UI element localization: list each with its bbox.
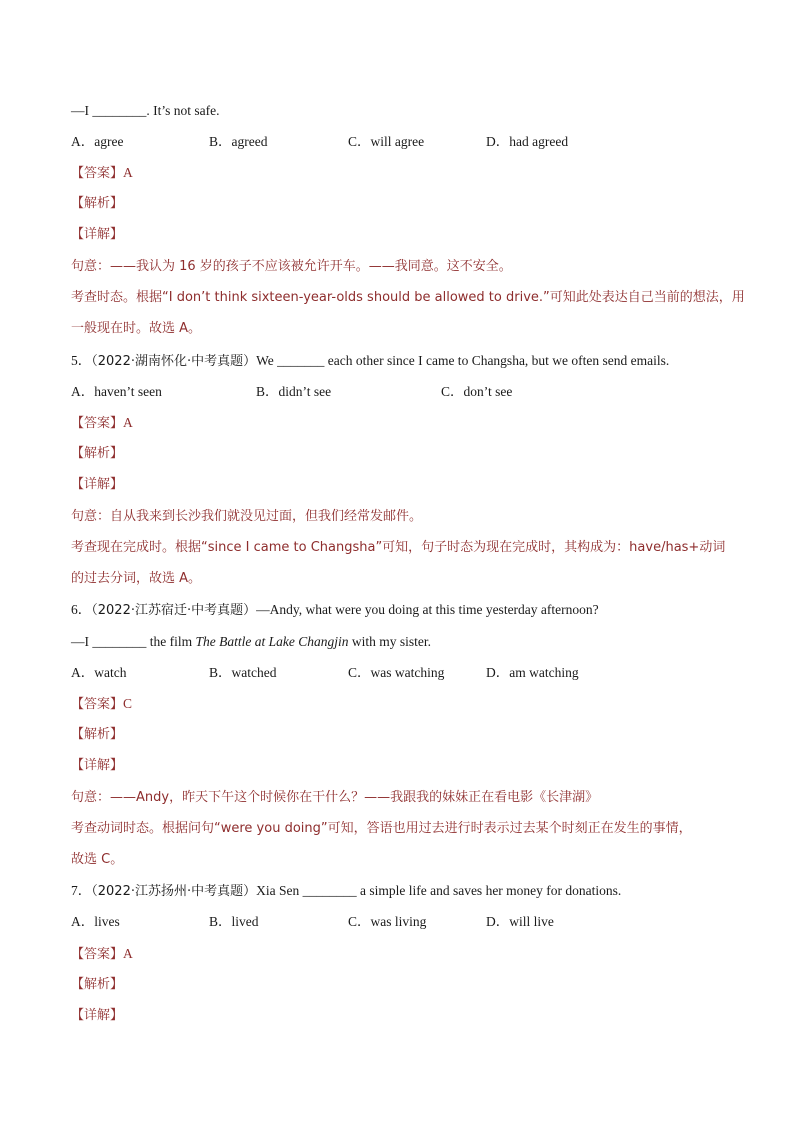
q6-text: —Andy, what were you doing at this time yesterday afternoon? — [256, 602, 599, 617]
answer-letter: A — [123, 165, 133, 180]
q6-line2-pre: —I ________ the film — [71, 634, 196, 649]
q5-option-b: B．didn’t see — [256, 384, 332, 399]
q4-option-b: B．agreed — [209, 134, 268, 149]
q5-explanation-line1: 考查现在完成时。根据“since I came to Changsha”可知，句子时态为现在完成时，其构成为：have/has+动词 — [71, 540, 726, 555]
q6-analysis-tag: 【解析】 — [71, 727, 124, 742]
q4-option-a: A．agree — [71, 134, 124, 149]
q6-answer — [71, 695, 132, 714]
q6-line2-post: with my sister. — [348, 634, 432, 649]
q6-stem — [71, 601, 599, 620]
answer-letter: A — [123, 946, 133, 961]
q6-number: 6． — [71, 602, 92, 617]
q5-meaning: 句意：自从我来到长沙我们就没见过面，但我们经常发邮件。 — [71, 509, 423, 524]
q5-number: 5． — [71, 353, 92, 368]
q5-answer — [71, 414, 133, 433]
q6-stem-line2 — [71, 633, 431, 651]
q5-option-a: A．haven’t seen — [71, 384, 162, 399]
q6-source: （2022·江苏宿迁·中考真题） — [91, 603, 257, 618]
q6-option-d: D．am watching — [486, 665, 579, 680]
answer-tag: 【答案】 — [71, 166, 124, 181]
q6-option-a: A．watch — [71, 665, 127, 680]
q7-option-a: A．lives — [71, 914, 120, 929]
q5-text: We _______ each other since I came to Changsha, but we often send emails. — [256, 353, 670, 368]
q7-text: Xia Sen ________ a simple life and saves her money for donations. — [256, 883, 622, 898]
q4-answer — [71, 164, 133, 183]
q6-meaning: 句意：——Andy，昨天下午这个时候你在干什么？——我跟我的妹妹正在看电影《长津湖》 — [71, 790, 599, 805]
answer-tag: 【答案】 — [71, 416, 124, 431]
q4-meaning: 句意：——我认为 16 岁的孩子不应该被允许开车。——我同意。这不安全。 — [71, 259, 512, 274]
q4-explanation-line2: 一般现在时。故选 A。 — [71, 321, 202, 336]
q4-explanation-line1: 考查时态。根据“I don’t think sixteen-year-olds should be allowed to drive.”可知此处表达自己当前的想法，用 — [71, 290, 745, 305]
q7-answer — [71, 945, 133, 964]
q5-option-c: C．don’t see — [441, 384, 513, 399]
q7-option-d: D．will live — [486, 914, 554, 929]
q7-stem — [71, 882, 621, 901]
q5-detail-tag: 【详解】 — [71, 477, 124, 492]
q4-detail-tag: 【详解】 — [71, 227, 124, 242]
q6-film-title: The Battle at Lake Changjin — [195, 634, 349, 649]
q4-stem-line2: —I ________. It’s not safe. — [71, 103, 220, 118]
q5-explanation-line2: 的过去分词，故选 A。 — [71, 571, 202, 586]
q7-option-b: B．lived — [209, 914, 259, 929]
q6-explanation-line1: 考查动词时态。根据问句“were you doing”可知，答语也用过去进行时表示过去某个时刻正在发生的事情， — [71, 821, 692, 836]
q4-analysis-tag: 【解析】 — [71, 196, 124, 211]
q7-analysis-tag: 【解析】 — [71, 977, 124, 992]
answer-tag: 【答案】 — [71, 947, 124, 962]
q5-stem — [71, 352, 669, 371]
q5-analysis-tag: 【解析】 — [71, 446, 124, 461]
q6-option-c: C．was watching — [348, 665, 445, 680]
q7-number: 7． — [71, 883, 92, 898]
q7-detail-tag: 【详解】 — [71, 1008, 124, 1023]
q4-option-d: D．had agreed — [486, 134, 569, 149]
q7-option-c: C．was living — [348, 914, 427, 929]
answer-tag: 【答案】 — [71, 697, 124, 712]
q6-explanation-line2: 故选 C。 — [71, 852, 124, 867]
q6-detail-tag: 【详解】 — [71, 758, 124, 773]
q6-option-b: B．watched — [209, 665, 277, 680]
q5-source: （2022·湖南怀化·中考真题） — [91, 354, 257, 369]
answer-letter: A — [123, 415, 133, 430]
q7-source: （2022·江苏扬州·中考真题） — [91, 884, 257, 899]
q4-option-c: C．will agree — [348, 134, 425, 149]
answer-letter: C — [123, 696, 133, 711]
